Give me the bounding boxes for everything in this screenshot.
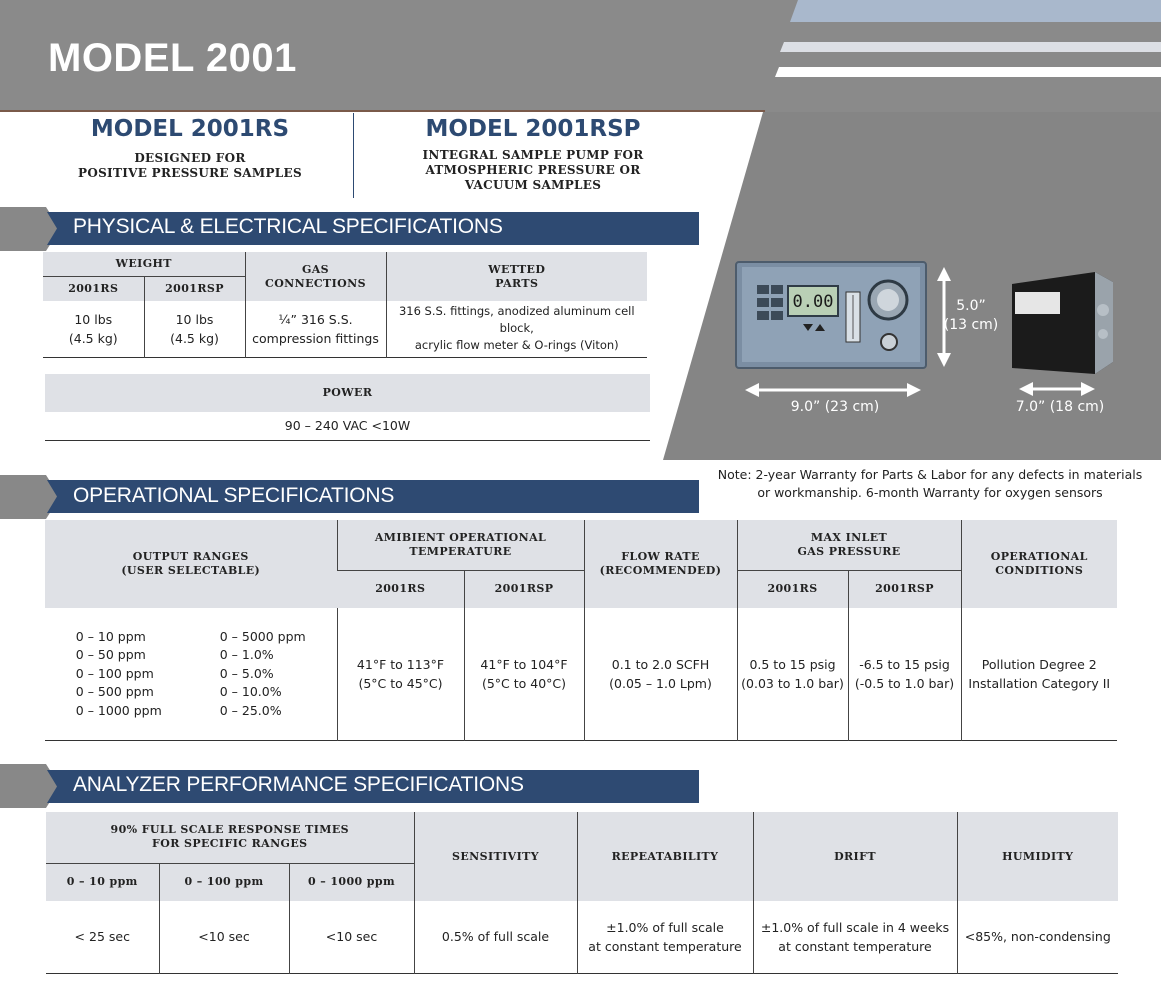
power-value: 90 – 240 VAC <10W bbox=[284, 418, 411, 434]
humidity-header: HUMIDITY bbox=[957, 812, 1118, 901]
temp-rsp-header: 2001RSP bbox=[464, 570, 584, 608]
sensitivity-header: SENSITIVITY bbox=[414, 812, 577, 901]
temp-rsp-value: 41°F to 104°F (5°C to 40°C) bbox=[464, 608, 584, 740]
power-table bbox=[45, 374, 650, 441]
temperature-header: AMIBIENT OPERATIONAL TEMPERATURE bbox=[337, 520, 584, 570]
range-1000-value: <10 sec bbox=[289, 901, 414, 973]
side-width-dimension: 7.0” (18 cm) bbox=[1015, 399, 1105, 415]
warranty-note: Note: 2-year Warranty for Parts & Labor for any defects in materials or workmanship. 6-month Warranty for oxygen sensors bbox=[717, 467, 1143, 500]
range-1000-header: 0 – 1000 ppm bbox=[289, 863, 414, 901]
weight-rs-value: 10 lbs (4.5 kg) bbox=[68, 311, 118, 346]
weight-header: WEIGHT bbox=[43, 252, 245, 276]
pressure-rs-value: 0.5 to 15 psig (0.03 to 1.0 bar) bbox=[737, 608, 848, 740]
operational-conditions-value: Pollution Degree 2 Installation Category II bbox=[961, 608, 1117, 740]
performance-section-title: ANALYZER PERFORMANCE SPECIFICATIONS bbox=[73, 773, 524, 796]
range-10-value: < 25 sec bbox=[74, 929, 130, 945]
output-ranges-value bbox=[45, 608, 337, 740]
pressure-rsp-value: -6.5 to 15 psig (-0.5 to 1.0 bar) bbox=[848, 608, 961, 740]
page-title: MODEL 2001 bbox=[48, 36, 297, 80]
humidity-value: <85%, non-condensing bbox=[957, 901, 1118, 973]
operational-conditions-header: OPERATIONAL CONDITIONS bbox=[961, 520, 1117, 608]
model-2001rsp-heading bbox=[393, 116, 673, 193]
analyzer-side-view bbox=[1012, 272, 1113, 374]
gas-connections-header: GAS CONNECTIONS bbox=[245, 252, 386, 301]
decorative-stripe bbox=[775, 67, 1161, 77]
pressure-rsp-header: 2001RSP bbox=[848, 570, 961, 608]
ranges-list bbox=[45, 628, 337, 721]
model-2001rs-heading bbox=[50, 116, 330, 181]
height-inches: 5.0” bbox=[956, 298, 986, 314]
front-width-dimension: 9.0” (23 cm) bbox=[790, 399, 880, 415]
wetted-parts-header: WETTED PARTS bbox=[386, 252, 647, 301]
physical-section-title: PHYSICAL & ELECTRICAL SPECIFICATIONS bbox=[73, 215, 503, 238]
decorative-stripe bbox=[790, 0, 1161, 22]
display-reading: 0.00 bbox=[792, 292, 834, 312]
flow-rate-value: 0.1 to 2.0 SCFH (0.05 – 1.0 Lpm) bbox=[584, 608, 737, 740]
ranges-right-column: 0 – 5000 ppm 0 – 1.0% 0 – 5.0% 0 – 10.0% 0 – 25.0% bbox=[219, 628, 306, 718]
analyzer-front-view bbox=[736, 262, 926, 368]
model-name: MODEL 2001RSP bbox=[425, 116, 641, 142]
temp-rs-value: 41°F to 113°F (5°C to 45°C) bbox=[337, 608, 464, 740]
height-cm: (13 cm) bbox=[943, 317, 999, 333]
range-100-value: <10 sec bbox=[159, 901, 289, 973]
model-divider bbox=[353, 113, 354, 198]
ranges-left-column: 0 – 10 ppm 0 – 50 ppm 0 – 100 ppm 0 – 500 ppm 0 – 1000 ppm bbox=[75, 628, 162, 718]
range-10-header: 0 – 10 ppm bbox=[46, 863, 159, 901]
drift-value: ±1.0% of full scale in 4 weeks at constant temperature bbox=[753, 901, 957, 973]
power-header: POWER bbox=[45, 374, 650, 412]
performance-specs-table bbox=[46, 812, 1118, 974]
max-inlet-pressure-header: MAX INLET GAS PRESSURE bbox=[737, 520, 961, 570]
weight-rsp-value: 10 lbs (4.5 kg) bbox=[144, 301, 245, 357]
range-100-header: 0 – 100 ppm bbox=[159, 863, 289, 901]
decorative-stripe bbox=[780, 42, 1161, 52]
gas-connections-value: ¼” 316 S.S. compression fittings bbox=[245, 301, 386, 357]
weight-rsp-header: 2001RSP bbox=[144, 276, 245, 301]
model-name: MODEL 2001RS bbox=[90, 116, 290, 142]
operational-section-title: OPERATIONAL SPECIFICATIONS bbox=[73, 484, 395, 507]
response-times-header: 90% FULL SCALE RESPONSE TIMES FOR SPECIFIC RANGES bbox=[46, 812, 414, 863]
weight-rs-header: 2001RS bbox=[43, 276, 144, 301]
model-description: DESIGNED FOR POSITIVE PRESSURE SAMPLES bbox=[78, 151, 302, 180]
sensitivity-value: 0.5% of full scale bbox=[414, 901, 577, 973]
repeatability-value: ±1.0% of full scale at constant temperature bbox=[577, 901, 753, 973]
model-description: INTEGRAL SAMPLE PUMP FOR ATMOSPHERIC PRESSURE OR VACUUM SAMPLES bbox=[422, 148, 644, 192]
header-rule bbox=[0, 110, 765, 112]
output-ranges-header: OUTPUT RANGES (USER SELECTABLE) bbox=[45, 520, 337, 608]
pressure-rs-header: 2001RS bbox=[737, 570, 848, 608]
repeatability-header: REPEATABILITY bbox=[577, 812, 753, 901]
flow-rate-header: FLOW RATE (RECOMMENDED) bbox=[584, 520, 737, 608]
temp-rs-header: 2001RS bbox=[337, 570, 464, 608]
physical-specs-table bbox=[43, 252, 647, 358]
drift-header: DRIFT bbox=[753, 812, 957, 901]
wetted-parts-value: 316 S.S. fittings, anodized aluminum cell block, acrylic flow meter & O-rings (Viton) bbox=[386, 301, 647, 357]
height-dimension bbox=[940, 297, 1002, 335]
operational-specs-table bbox=[45, 520, 1117, 741]
